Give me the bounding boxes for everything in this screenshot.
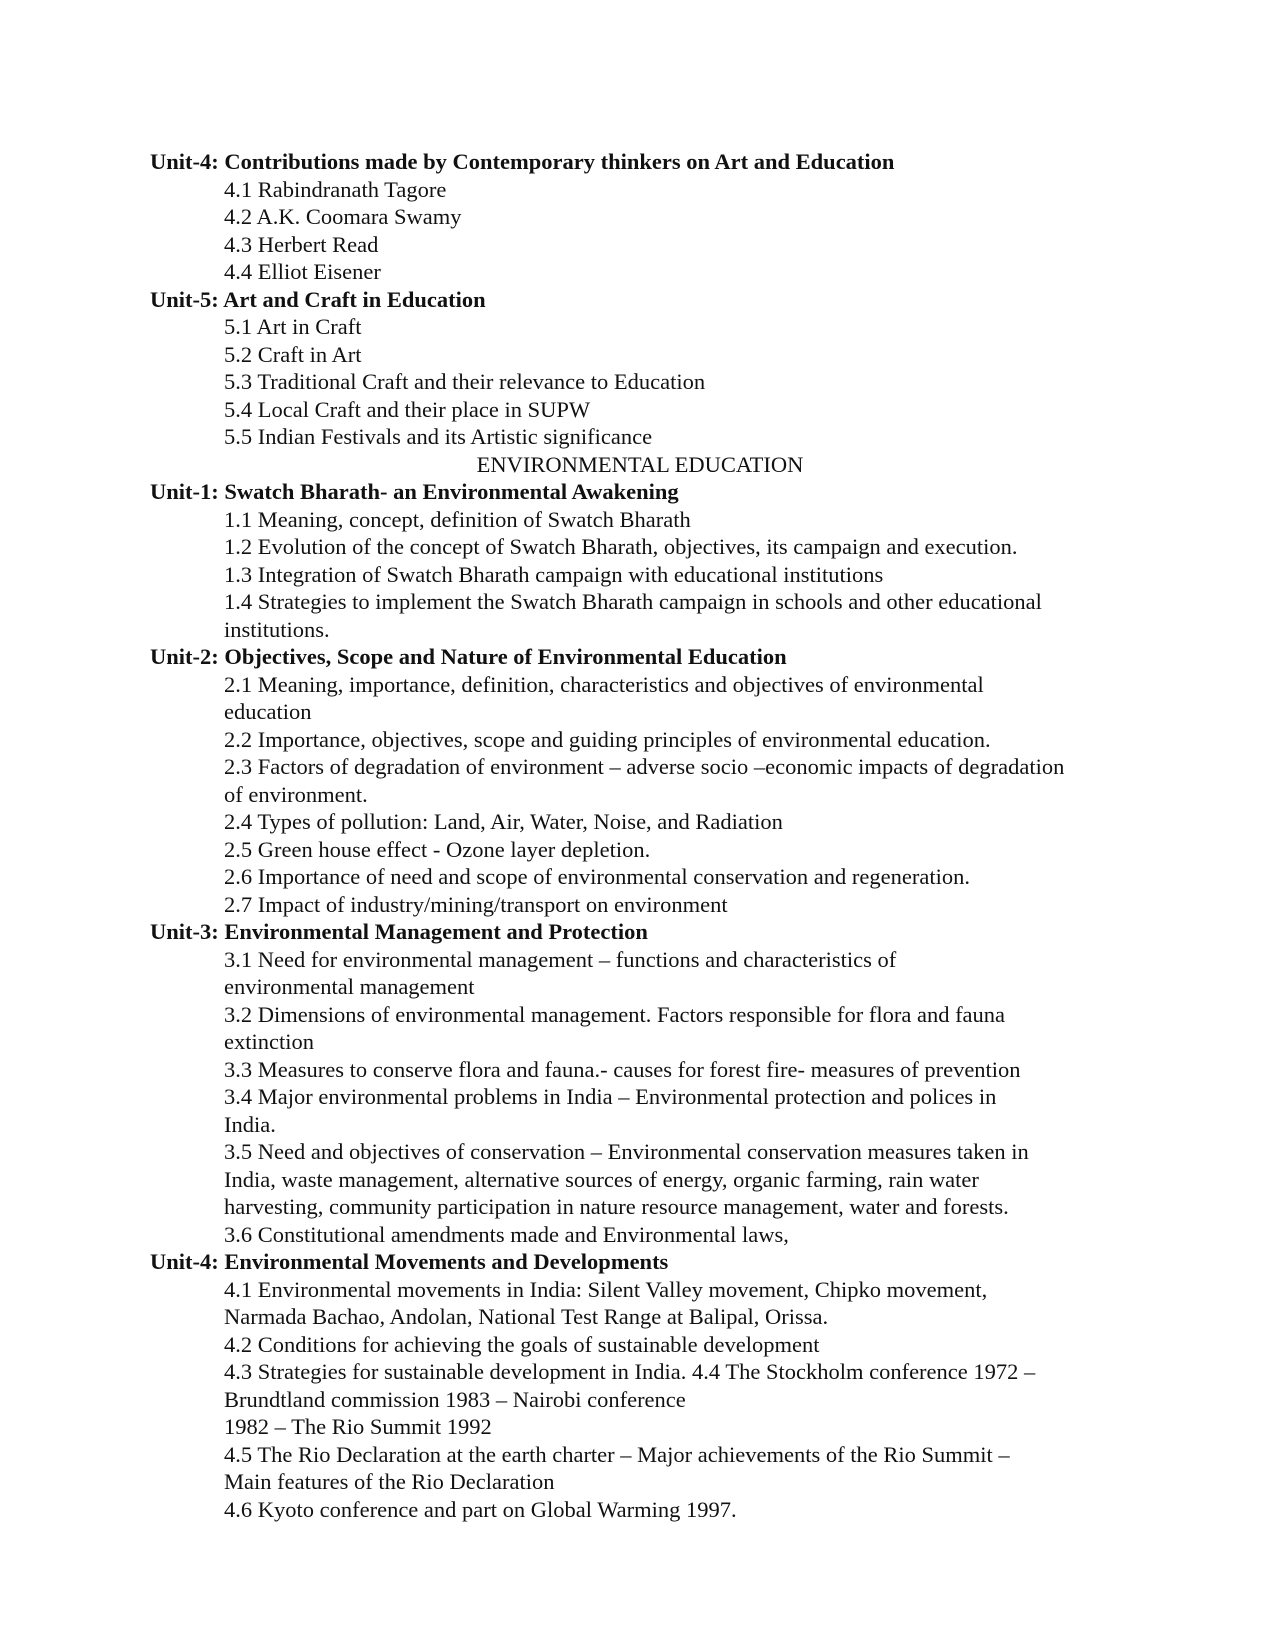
unit-heading: Unit-3: Environmental Management and Protection bbox=[150, 919, 648, 944]
list-item bbox=[224, 1221, 1130, 1249]
list-item-line: 2.4 Types of pollution: Land, Air, Water, Noise, and Radiation bbox=[224, 809, 783, 834]
list-item-line: institutions. bbox=[224, 616, 330, 642]
list-item bbox=[224, 1441, 1130, 1496]
list-item bbox=[224, 1001, 1130, 1056]
list-item-line: 4.2 Conditions for achieving the goals of sustainable development bbox=[224, 1331, 820, 1357]
list-item-line: 4.1 Rabindranath Tagore bbox=[224, 176, 447, 202]
list-item bbox=[224, 671, 1130, 726]
list-item-line: environmental management bbox=[224, 974, 475, 999]
list-item-line: Narmada Bachao, Andolan, National Test Range at Balipal, Orissa. bbox=[224, 1304, 829, 1329]
list-item bbox=[224, 808, 1130, 836]
list-item-line: 4.1 Environmental movements in India: Silent Valley movement, Chipko movement, bbox=[224, 1276, 988, 1302]
list-item-line: India, waste management, alternative sources of energy, organic farming, rain water bbox=[224, 1166, 979, 1192]
list-item-line: 2.5 Green house effect - Ozone layer depletion. bbox=[224, 836, 651, 862]
list-item-line: education bbox=[224, 699, 312, 724]
list-item-line: 2.7 Impact of industry/mining/transport on environment bbox=[224, 891, 728, 917]
list-item bbox=[224, 506, 1130, 534]
list-item bbox=[224, 1496, 1130, 1524]
list-item bbox=[224, 1413, 1130, 1441]
list-item bbox=[224, 1056, 1130, 1084]
list-item bbox=[224, 231, 1130, 259]
list-item-line: 2.3 Factors of degradation of environment – adverse socio –economic impacts of degradation bbox=[224, 754, 1065, 779]
list-item-line: 1982 – The Rio Summit 1992 bbox=[224, 1414, 492, 1439]
list-item-line: 3.3 Measures to conserve flora and fauna.- causes for forest fire- measures of prevention bbox=[224, 1056, 1021, 1082]
list-item-line: 2.6 Importance of need and scope of environmental conservation and regeneration. bbox=[224, 864, 970, 889]
list-item-line: 4.3 Strategies for sustainable development in India. 4.4 The Stockholm conference 1972 – bbox=[224, 1359, 1036, 1384]
list-item-line: 3.6 Constitutional amendments made and Environmental laws, bbox=[224, 1221, 789, 1247]
list-item-line: Brundtland commission 1983 – Nairobi conference bbox=[224, 1386, 686, 1412]
list-item-line: harvesting, community participation in nature resource management, water and forests. bbox=[224, 1194, 1009, 1219]
list-item-line: 1.4 Strategies to implement the Swatch Bharath campaign in schools and other educational bbox=[224, 589, 1042, 614]
list-item-line: 1.1 Meaning, concept, definition of Swatch Bharath bbox=[224, 506, 691, 532]
list-item-line: 5.4 Local Craft and their place in SUPW bbox=[224, 396, 591, 422]
list-item bbox=[224, 1358, 1130, 1413]
list-item bbox=[224, 368, 1130, 396]
list-item bbox=[224, 891, 1130, 919]
list-item bbox=[224, 341, 1130, 369]
list-item bbox=[224, 313, 1130, 341]
list-item-line: 4.2 A.K. Coomara Swamy bbox=[224, 204, 462, 229]
list-item bbox=[224, 1138, 1130, 1221]
list-item-line: 4.5 The Rio Declaration at the earth charter – Major achievements of the Rio Summit – bbox=[224, 1441, 1010, 1467]
list-item-line: 3.2 Dimensions of environmental management. Factors responsible for flora and fauna bbox=[224, 1001, 1006, 1027]
list-item bbox=[224, 533, 1130, 561]
list-item bbox=[224, 423, 1130, 451]
unit-heading: Unit-2: Objectives, Scope and Nature of Environmental Education bbox=[150, 644, 787, 669]
unit-heading: Unit-4: Environmental Movements and Developments bbox=[150, 1249, 669, 1274]
list-item-line: 1.2 Evolution of the concept of Swatch Bharath, objectives, its campaign and execution. bbox=[224, 534, 1018, 559]
list-item bbox=[224, 726, 1130, 754]
list-item bbox=[224, 1083, 1130, 1138]
list-item-line: 5.2 Craft in Art bbox=[224, 341, 362, 367]
list-item bbox=[224, 203, 1130, 231]
list-item bbox=[224, 588, 1130, 643]
list-item bbox=[224, 946, 1130, 1001]
list-item-line: 3.4 Major environmental problems in India – Environmental protection and polices in bbox=[224, 1084, 997, 1109]
list-item-line: of environment. bbox=[224, 781, 368, 807]
list-item-line: 2.1 Meaning, importance, definition, characteristics and objectives of environmental bbox=[224, 671, 984, 697]
list-item-line: Main features of the Rio Declaration bbox=[224, 1469, 555, 1494]
list-item-line: 4.6 Kyoto conference and part on Global Warming 1997. bbox=[224, 1496, 737, 1522]
list-item-line: extinction bbox=[224, 1029, 314, 1054]
unit-heading: Unit-5: Art and Craft in Education bbox=[150, 286, 486, 312]
list-item bbox=[224, 836, 1130, 864]
list-item-line: 5.1 Art in Craft bbox=[224, 314, 362, 339]
list-item bbox=[224, 1331, 1130, 1359]
list-item-line: 3.5 Need and objectives of conservation – Environmental conservation measures taken in bbox=[224, 1139, 1029, 1164]
list-item-line: 5.3 Traditional Craft and their relevance to Education bbox=[224, 369, 706, 394]
list-item-line: 4.4 Elliot Eisener bbox=[224, 259, 381, 284]
list-item bbox=[224, 753, 1130, 808]
list-item bbox=[224, 258, 1130, 286]
list-item bbox=[224, 863, 1130, 891]
section-title: ENVIRONMENTAL EDUCATION bbox=[476, 451, 804, 477]
unit-heading: Unit-4: Contributions made by Contemporary thinkers on Art and Education bbox=[150, 149, 895, 174]
list-item bbox=[224, 561, 1130, 589]
list-item bbox=[224, 176, 1130, 204]
document-page bbox=[150, 148, 1130, 1523]
list-item-line: 1.3 Integration of Swatch Bharath campaign with educational institutions bbox=[224, 561, 884, 587]
list-item bbox=[224, 1276, 1130, 1331]
list-item-line: 4.3 Herbert Read bbox=[224, 231, 379, 257]
list-item bbox=[224, 396, 1130, 424]
list-item-line: India. bbox=[224, 1111, 276, 1137]
unit-heading: Unit-1: Swatch Bharath- an Environmental Awakening bbox=[150, 479, 679, 504]
list-item-line: 3.1 Need for environmental management – functions and characteristics of bbox=[224, 946, 897, 972]
list-item-line: 2.2 Importance, objectives, scope and guiding principles of environmental education. bbox=[224, 726, 991, 752]
list-item-line: 5.5 Indian Festivals and its Artistic significance bbox=[224, 424, 653, 449]
